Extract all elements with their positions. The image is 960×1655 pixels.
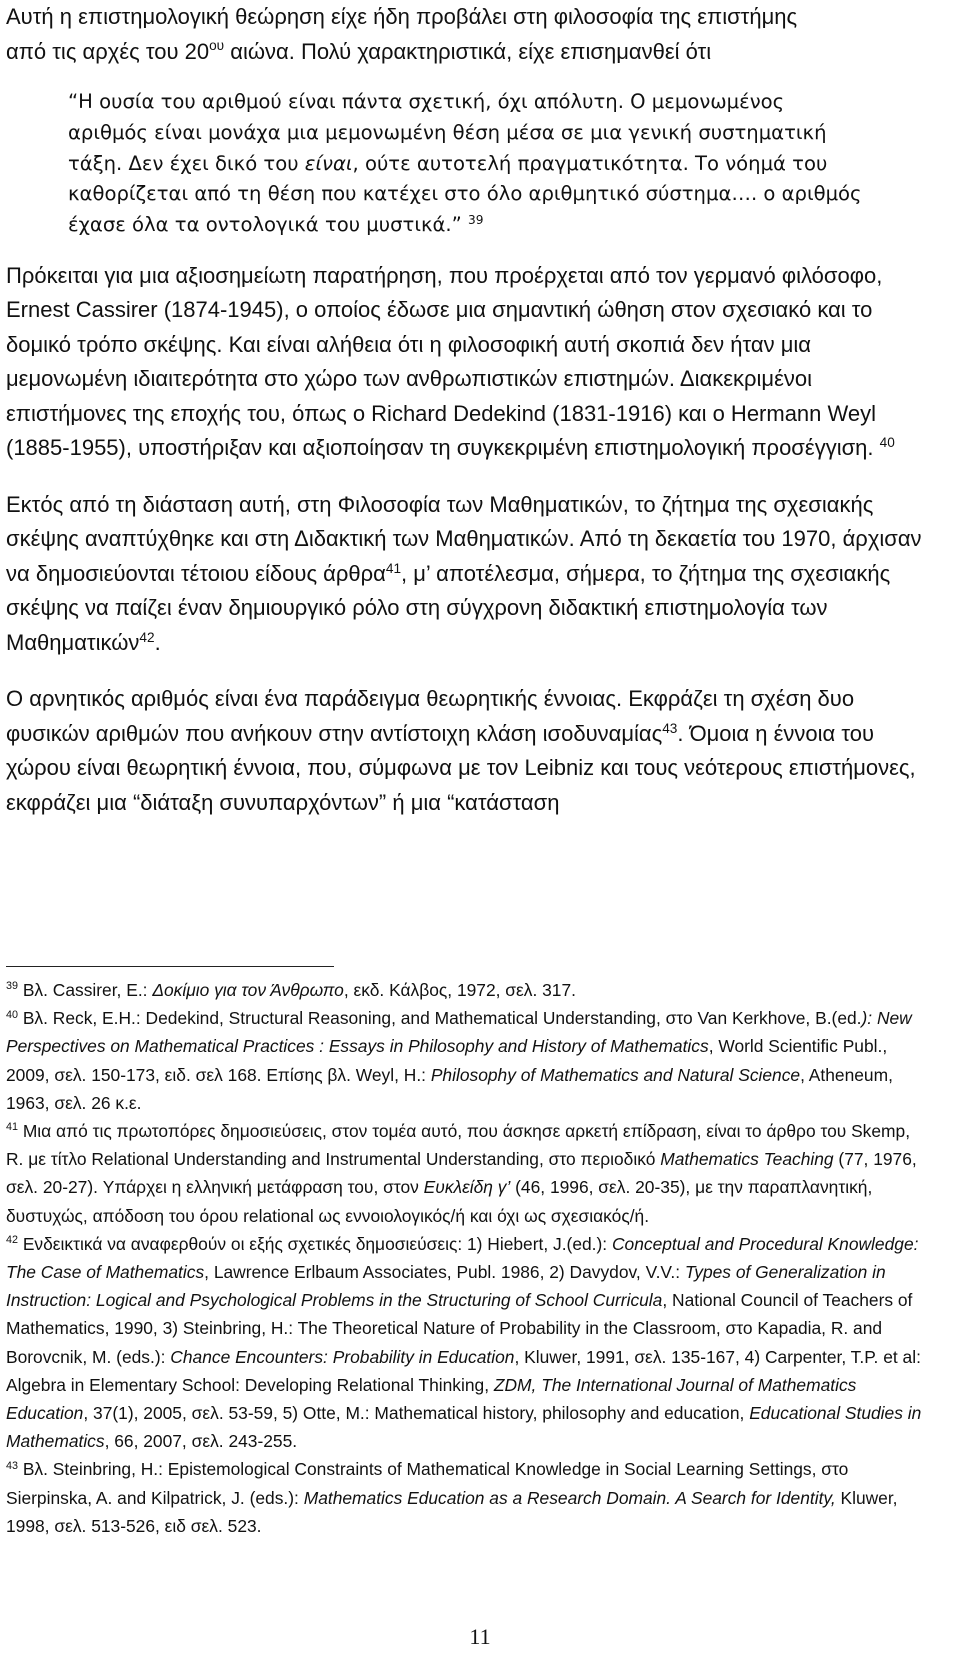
footnote-39 bbox=[6, 976, 931, 1004]
footnote-42-text-e: , 37(1), 2005, σελ. 53-59, 5) Otte, M.: Mathematical history, philosophy and education, bbox=[83, 1403, 750, 1424]
footnote-ref-43[interactable]: 43 bbox=[662, 720, 678, 736]
paragraph-didactics-a: Εκτός από τη διάσταση αυτή, στη Φιλοσοφία των Μαθηματικών, το ζήτημα της σχεσιακής σκέψης αναπτύχθηκε και στη Διδακτική των Μαθηματικών. Από τη δεκαετία του 1970, άρχισαν να δημοσιεύονται τέτοιου είδους άρθρα bbox=[6, 491, 922, 586]
footnote-39-text-a: Βλ. Cassirer, E.: bbox=[17, 980, 153, 1000]
intro-line-1: Αυτή η επιστημολογική θεώρηση είχε ήδη προβάλει στη φιλοσοφία της επιστήμης bbox=[6, 4, 798, 29]
footnote-ref-42[interactable]: 42 bbox=[139, 629, 155, 645]
footnote-42-text-c: , National Council of Teachers of Mathematics, 1990, 3) Steinbring, H.: The Theoretical Nature of Probability in the Classroom, στο Kapadia, R. and Borovcnik, M. (eds.): bbox=[6, 1290, 913, 1367]
footnotes bbox=[6, 976, 931, 1540]
footnote-43-text-b: Kluwer, 1998, σελ. 513-526, ειδ σελ. 523. bbox=[6, 1487, 898, 1536]
footnote-separator bbox=[6, 966, 334, 967]
intro-line-2b: αιώνα. Πολύ χαρακτηριστικά, είχε επισημανθεί ότι bbox=[224, 38, 712, 64]
footnote-41 bbox=[6, 1117, 931, 1230]
footnote-ref-40[interactable]: 40 bbox=[879, 435, 895, 451]
intro-line-2a: από τις αρχές του 20 bbox=[6, 38, 210, 64]
footnote-40-title-2: Philosophy of Mathematics and Natural Science bbox=[430, 1064, 801, 1085]
footnote-40-text-b: , World Scientific Publ., 2009, σελ. 150-173, ειδ. σελ 168. Επίσης βλ. Weyl, H.: bbox=[6, 1036, 888, 1085]
footnote-43 bbox=[6, 1455, 931, 1540]
paragraph-cassirer-text: Πρόκειται για μια αξιοσημείωτη παρατήρηση, που προέρχεται από τον γερμανό φιλόσοφο, Ernest Cassirer (1874-1945), ο οποίος έδωσε μια σημαντική ώθηση στον σχεσιακό και το δομικό τρόπο σκέψης. Και είναι αλήθεια ότι η φιλοσοφική αυτή σκοπιά δεν ήταν μια μεμονωμένη ιδιαιτερότητα στο χώρο των ανθρωπιστικών επιστημών. Διακεκριμένοι επιστήμονες της εποχής του, όπως ο Richard Dedekind (1831-1916) και ο Hermann Weyl (1885-1955), υποστήριξαν και αξιοποίησαν τη συγκεκριμένη επιστημολογική προσέγγιση. bbox=[6, 262, 883, 461]
footnote-42-number: 42 bbox=[6, 1234, 18, 1247]
footnote-42-text-f: , 66, 2007, σελ. 243-255. bbox=[104, 1431, 298, 1452]
footnote-41-text-b: (77, 1976, σελ. 20-27). Υπάρχει η ελληνική μετάφραση του, στον bbox=[6, 1149, 917, 1198]
footnote-40-title-1: ): New Perspectives on Mathematical Practices : Essays in Philosophy and History of Mathematics bbox=[6, 1008, 912, 1057]
paragraph-didactics bbox=[6, 488, 931, 661]
footnote-42-title-4: ZDM, The International Journal of Mathematics Education bbox=[6, 1374, 857, 1424]
footnote-41-journal-greek: Ευκλείδη γ’ bbox=[423, 1177, 511, 1198]
footnote-ref-39[interactable]: 39 bbox=[468, 212, 484, 227]
footnote-40-text-c: , Atheneum, 1963, σελ. 26 κ.ε. bbox=[6, 1064, 893, 1113]
footnote-43-number: 43 bbox=[6, 1459, 18, 1472]
paragraph-didactics-b: , μ’ αποτέλεσμα, σήμερα, το ζήτημα της σχεσιακής σκέψης να παίζει έναν δημιουργικό ρόλο στη σύγχρονη διδακτική επιστημολογία των Μαθηματικών bbox=[6, 560, 891, 655]
footnote-40 bbox=[6, 1004, 931, 1117]
paragraph-didactics-c: . bbox=[154, 629, 161, 655]
century-suffix: ου bbox=[209, 38, 225, 54]
footnote-42-title-1: Conceptual and Procedural Knowledge: The Case of Mathematics bbox=[6, 1233, 919, 1283]
footnote-42 bbox=[6, 1230, 931, 1456]
paragraph-negative-b: . Όμοια η έννοια του χώρου είναι θεωρητική έννοια, που, σύμφωνα με τον Leibniz και τους νεότερους επιστήμονες, εκφράζει μια “διάταξη συνυπαρχόντων” ή μια “κατάσταση bbox=[6, 720, 916, 815]
intro-paragraph bbox=[6, 0, 931, 69]
footnote-39-title: Δοκίμιο για τον Άνθρωπο bbox=[152, 980, 344, 1000]
footnote-43-title: Mathematics Education as a Research Domain. A Search for Identity, bbox=[303, 1487, 836, 1508]
footnote-40-number: 40 bbox=[6, 1008, 18, 1021]
footnote-43-text-a: Βλ. Steinbring, H.: Epistemological Constraints of Mathematical Knowledge in Social Learning Settings, στο Sierpinska, A. and Kilpatrick, J. (eds.): bbox=[6, 1459, 849, 1508]
quote-emphasis: είναι bbox=[304, 151, 353, 175]
footnote-42-text-d: , Kluwer, 1991, σελ. 135-167, 4) Carpenter, T.P. et al: Algebra in Elementary School: Developing Relational Thinking, bbox=[6, 1346, 921, 1395]
footnote-39-text-b: , εκδ. Κάλβος, 1972, σελ. 317. bbox=[343, 980, 576, 1000]
page-body bbox=[6, 0, 931, 820]
page-number: 11 bbox=[469, 1624, 491, 1649]
paragraph-negative-a: Ο αρνητικός αριθμός είναι ένα παράδειγμα θεωρητικής έννοιας. Εκφράζει τη σχέση δυο φυσικών αριθμών που ανήκουν στην αντίστοιχη κλάση ισοδυναμίας bbox=[6, 686, 855, 746]
footnote-42-text-a: Ενδεικτικά να αναφερθούν οι εξής σχετικές δημοσιεύσεις: 1) Hiebert, J.(ed.): bbox=[17, 1233, 612, 1254]
footnote-41-journal: Mathematics Teaching bbox=[660, 1149, 834, 1170]
paragraph-cassirer bbox=[6, 259, 931, 466]
footnote-41-text-c: (46, 1996, σελ. 20-35), με την παραπλανητική, δυστυχώς, απόδοση του όρου relational ως εννοιολογικός/ή και όχι ως σχεσιακός/ή. bbox=[6, 1177, 873, 1226]
footnote-42-title-2: Types of Generalization in Instruction: Logical and Psychological Problems in the Structuring of School Curricula bbox=[6, 1262, 886, 1311]
footnote-39-number: 39 bbox=[6, 980, 18, 993]
footnote-41-number: 41 bbox=[6, 1121, 18, 1134]
quote-text-b: , ούτε αυτοτελή πραγματικότητα. Το νόημά του καθορίζεται από τη θέση που κατέχει στο όλο αριθμητικό σύστημα…. ο αριθμός έχασε όλα τα οντολογικά του μυστικά.” bbox=[68, 151, 862, 237]
footnote-40-text-a: Βλ. Reck, E.H.: Dedekind, Structural Reasoning, and Mathematical Understanding, στο Van Kerkhove, B.(ed. bbox=[17, 1008, 862, 1029]
footnote-42-text-b: , Lawrence Erlbaum Associates, Publ. 1986, 2) Davydov, V.V.: bbox=[204, 1262, 685, 1283]
footnote-41-text-a: Μια από τις πρωτοπόρες δημοσιεύσεις, στον τομέα αυτό, που άσκησε αρκετή επίδραση, είναι το άρθρο του Skemp, R. με τίτλο Relational Understanding and Instrumental Understanding, στο περιοδικό bbox=[6, 1121, 911, 1170]
footnote-42-title-5: Educational Studies in Mathematics bbox=[6, 1403, 922, 1452]
footnote-42-title-3: Chance Encounters: Probability in Education bbox=[170, 1346, 515, 1367]
block-quote bbox=[68, 87, 868, 241]
quote-text-a: “Η ουσία του αριθμού είναι πάντα σχετική, όχι απόλυτη. Ο μεμονωμένος αριθμός είναι μονάχα μια μεμονωμένη θέση μέσα σε μια γενική συστηματική τάξη. Δεν έχει δικό του bbox=[68, 90, 827, 175]
footnote-ref-41[interactable]: 41 bbox=[385, 560, 402, 576]
paragraph-negative-number bbox=[6, 682, 931, 820]
